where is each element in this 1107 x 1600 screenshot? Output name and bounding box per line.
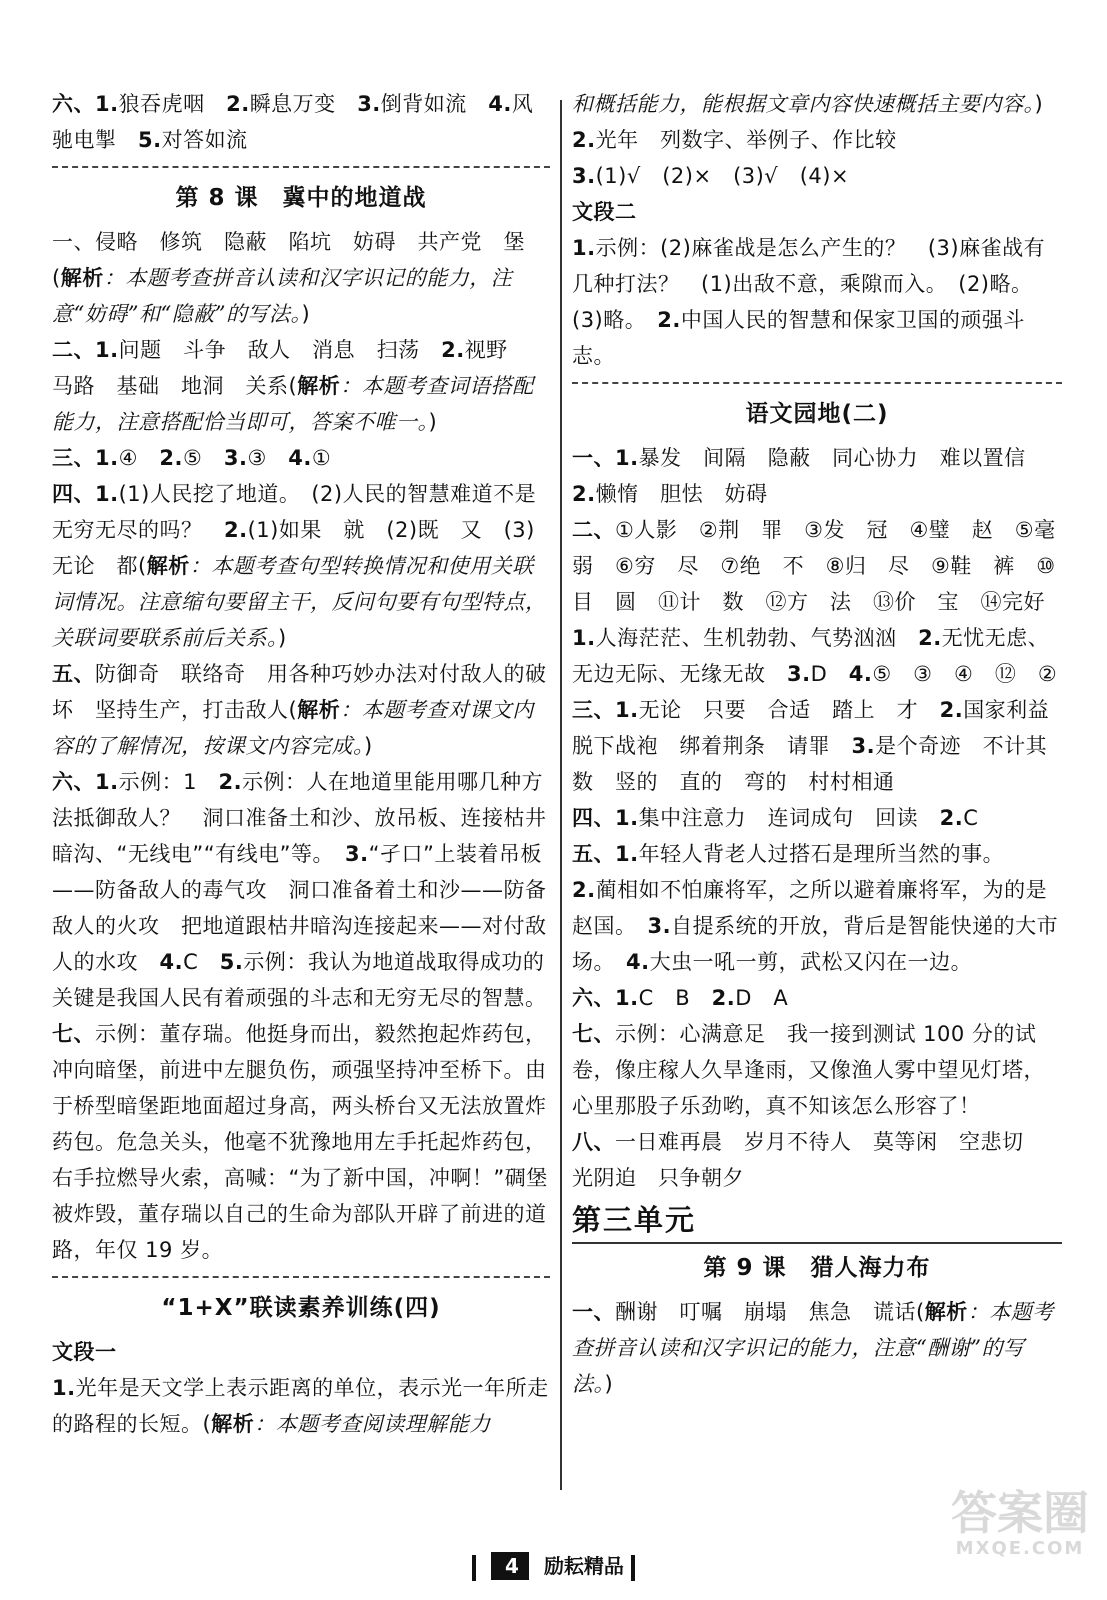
answer-text: 自提系统的开放，背后是智能快递的大市场。 — [572, 914, 1059, 974]
dashed-divider — [52, 166, 550, 168]
section-heading: “1+X”联读素养训练(四) — [161, 1295, 441, 1321]
item-label: 八、 — [572, 1130, 615, 1154]
answer-text: 无论 只要 合适 踏上 才 — [638, 698, 940, 722]
answer-text: ( — [52, 266, 61, 290]
answer-text: ③ — [247, 446, 289, 470]
answer-paragraph — [572, 620, 1062, 692]
answer-text: 示例：(2)麻雀战是怎么产生的？ (3)麻雀战有几种打法？ (1)出敌不意，乘隙而入。 (2)略。 (3)略。 — [572, 236, 1046, 332]
item-label: 2. — [441, 338, 465, 362]
answer-paragraph — [572, 872, 1062, 980]
answer-paragraph — [52, 1016, 550, 1268]
answer-paragraph — [572, 800, 1062, 836]
item-label: 2. — [224, 518, 248, 542]
item-label: 二、 — [572, 518, 615, 542]
answer-paragraph — [572, 1294, 1062, 1402]
item-label: 2. — [226, 92, 250, 116]
right-column — [572, 86, 1078, 1402]
item-label: 3. — [345, 842, 369, 866]
answer-paragraph — [572, 230, 1062, 374]
item-label: 2. — [159, 446, 184, 470]
watermark-text: 答案圈 — [951, 1486, 1089, 1540]
answer-text: 示例：我认为地道战取得成功的关键是我国人民有着顽强的斗志和无穷无尽的智慧。 — [52, 950, 547, 1010]
item-label: 四、1. — [52, 482, 119, 506]
page-footer — [0, 1550, 1107, 1581]
dashed-divider — [52, 1276, 550, 1278]
answer-paragraph — [52, 440, 550, 476]
answer-text: ⑤ ③ ④ ⑫ ② — [872, 662, 1058, 686]
item-label: 3. — [647, 914, 672, 938]
item-label: 3. — [851, 734, 876, 758]
analysis-text: ：本题考查阅读理解能力 — [254, 1412, 491, 1436]
footer-bar-left — [472, 1555, 476, 1581]
analysis-text: ：本题考查句型转换情况和使用关联词情况。注意缩句要留主干，反问句要有句型特点，关联词要联系前后关系。 — [52, 554, 547, 650]
column-divider — [560, 100, 562, 1490]
item-label: 解析 — [297, 698, 341, 722]
watermark-logo — [945, 1488, 1095, 1588]
answer-text: D A — [735, 986, 789, 1010]
answer-text: ① — [311, 446, 332, 470]
item-label: 五、1. — [572, 842, 639, 866]
item-label: 2. — [572, 482, 596, 506]
section-heading: 第 8 课 冀中的地道战 — [175, 185, 427, 211]
item-label: 4. — [488, 92, 512, 116]
answer-paragraph — [52, 260, 550, 332]
item-label: 2. — [218, 770, 243, 794]
answer-text: C B — [638, 986, 712, 1010]
analysis-text: ：本题考查拼音认读和汉字识记的能力，注意“妨碍”和“隐蔽”的写法。 — [52, 266, 513, 326]
item-label: 1. — [572, 626, 596, 650]
item-label: 一、 — [572, 1300, 615, 1324]
answer-text: “孑口”上装着吊板——防备敌人的毒气攻 洞口准备着土和沙——防备敌人的火攻 把地道跟枯井暗沟连接起来——对付敌人的水攻 — [52, 842, 547, 974]
item-label: 4. — [288, 446, 312, 470]
item-label: 四、1. — [572, 806, 639, 830]
item-label: 解析 — [297, 374, 341, 398]
item-label: 3. — [787, 662, 811, 686]
answer-paragraph — [572, 86, 1065, 158]
item-label: 六、1. — [52, 92, 119, 116]
answer-text: 对答如流 — [161, 128, 248, 152]
answer-text: 大虫一吼一剪，武松又闪在一边。 — [649, 950, 973, 974]
footer-bar-right — [631, 1555, 635, 1581]
item-label: 一、1. — [572, 446, 639, 470]
left-column — [52, 86, 550, 1442]
answer-text: ) — [1034, 92, 1065, 116]
analysis-text: ：本题考查词语搭配能力，注意搭配恰当即可，答案不唯一。 — [52, 374, 534, 434]
item-label: 2. — [939, 806, 964, 830]
answer-text: 人海茫茫、生机勃勃、气势汹汹 — [595, 626, 919, 650]
answer-text: 视野 马路 基础 地洞 关系( — [52, 338, 530, 398]
item-label: 2. — [572, 128, 596, 152]
answer-text: 一、侵略 修筑 隐蔽 陷坑 妨碍 共产党 堡 — [52, 230, 525, 254]
answer-paragraph — [572, 692, 1071, 800]
item-label: 2. — [711, 986, 736, 1010]
section-heading: 第 9 课 猎人海力布 — [703, 1255, 931, 1281]
answer-text: (1)人民挖了地道。 (2)人民的智慧难道不是无穷无尽的吗？ — [52, 482, 537, 542]
answer-paragraph — [572, 980, 1062, 1016]
answer-text: D — [810, 662, 849, 686]
answer-paragraph — [52, 86, 550, 158]
item-label: 七、 — [52, 1022, 95, 1046]
item-label: 3. — [223, 446, 248, 470]
item-label: 六、1. — [52, 770, 119, 794]
answer-text: ) — [278, 626, 287, 650]
answer-text: ) — [364, 734, 373, 758]
answer-text: (1)如果 就 (2)既 又 (3)无论 都( — [52, 518, 535, 578]
item-label: 七、 — [572, 1022, 615, 1046]
answer-text: ⑤ — [183, 446, 224, 470]
answer-text: C — [183, 950, 220, 974]
item-label: 五、 — [52, 662, 95, 686]
answer-text: 示例：董存瑞。他挺身而出，毅然抱起炸药包，冲向暗堡，前进中左腿负伤，顽强坚持冲至桥下。由于桥型暗堡距地面超过身高，两头桥台又无法放置炸药包。危急关头，他毫不犹豫地用左手托起炸药包，右手拉燃导火索，高喊：“为了新中国，冲啊！”碉堡被炸毁，董存瑞以自己的生命为部队开辟了前进的道路，年仅 19 岁。 — [52, 1022, 548, 1262]
answer-paragraph — [572, 836, 1062, 872]
analysis-text: ：本题考查拼音认读和汉字识记的能力，注意“酬谢”的写法。 — [572, 1300, 1054, 1396]
answer-paragraph — [52, 224, 550, 260]
answer-text: (1)√ (2)× (3)√ (4)× — [595, 164, 850, 188]
answer-text: 蔺相如不怕廉将军，之所以避着廉将军，为的是赵国。 — [572, 878, 1048, 938]
answer-text: 国家利益 脱下战袍 绑着荆条 请罪 — [572, 698, 1071, 758]
item-label: 二、1. — [52, 338, 119, 362]
item-label: 5. — [138, 128, 162, 152]
answer-text: 防御奇 联络奇 用各种巧妙办法对付敌人的破坏 坚持生产，打击敌人( — [52, 662, 547, 722]
answer-text: ) — [301, 302, 311, 326]
answer-paragraph — [52, 1334, 550, 1370]
answer-text: 示例：人在地道里能用哪几种方法抵御敌人？ 洞口准备土和沙、放吊板、连接枯井暗沟、“无线电”“有线电”等。 — [52, 770, 547, 866]
answer-paragraph — [572, 194, 1062, 230]
answer-text: 倒背如流 — [380, 92, 489, 116]
item-label: 文段二 — [572, 200, 637, 224]
answer-text: 中国人民的智慧和保家卫国的顽强斗志。 — [572, 308, 1025, 368]
answer-text: 光年 列数字、举例子、作比较 — [595, 128, 897, 152]
answer-text: 暴发 间隔 隐蔽 同心协力 难以置信 — [638, 446, 1026, 470]
answer-paragraph — [52, 656, 550, 764]
section-heading: 语文园地(二) — [745, 401, 889, 427]
watermark-url: MXQE.COM — [955, 1538, 1085, 1559]
item-label: 2. — [657, 308, 681, 332]
analysis-text: 和概括能力，能根据文章内容快速概括主要内容。 — [572, 92, 1035, 116]
item-label: 解析 — [60, 266, 104, 290]
answer-text: 是个奇迹 不计其数 竖的 直的 弯的 村村相通 — [572, 734, 1048, 794]
item-label: 1. — [572, 236, 596, 260]
item-label: 三、1. — [572, 698, 639, 722]
answer-text: C — [963, 806, 979, 830]
item-label: 4. — [848, 662, 873, 686]
answer-paragraph — [52, 476, 550, 656]
answer-paragraph — [572, 158, 1062, 194]
answer-paragraph — [52, 764, 550, 1016]
item-label: 六、1. — [572, 986, 639, 1010]
item-label: 3. — [357, 92, 381, 116]
item-label: 解析 — [924, 1300, 968, 1324]
answer-text: 示例：1 — [118, 770, 219, 794]
answer-text: 光年是天文学上表示距离的单位，表示光一年所走的路程的长短。( — [52, 1376, 549, 1436]
answer-paragraph — [52, 332, 550, 440]
item-label: 2. — [939, 698, 964, 722]
answer-text: ) — [428, 410, 438, 434]
answer-text: 示例：心满意足 我一接到测试 100 分的试卷，像庄稼人久旱逢雨，又像渔人雾中望见灯塔，心里那股子乐劲哟，真不知该怎么形容了！ — [572, 1022, 1045, 1118]
item-label: 4. — [159, 950, 184, 974]
answer-text: 无忧无虑、无边无际、无缘无故 — [572, 626, 1050, 686]
item-label: 2. — [918, 626, 942, 650]
item-label: 2. — [572, 878, 596, 902]
answer-paragraph — [572, 476, 1062, 512]
page-number: 4 — [491, 1552, 529, 1580]
answer-paragraph — [572, 512, 1078, 620]
answer-text: ) — [604, 1372, 614, 1396]
answer-text: 狼吞虎咽 — [118, 92, 227, 116]
answer-paragraph — [572, 1124, 1062, 1196]
answer-text: 瞬息万变 — [249, 92, 358, 116]
answer-text: 懒惰 胆怯 妨碍 — [595, 482, 768, 506]
answer-text: 年轻人背老人过搭石是理所当然的事。 — [638, 842, 1005, 866]
analysis-text: ：本题考查对课文内容的了解情况，按课文内容完成。 — [52, 698, 534, 758]
answer-text: ④ — [118, 446, 160, 470]
item-label: 解析 — [211, 1412, 255, 1436]
answer-text: 集中注意力 连词成句 回读 — [638, 806, 940, 830]
answer-paragraph — [52, 1370, 550, 1442]
answer-text: 酬谢 叮嘱 崩塌 焦急 谎话( — [615, 1300, 925, 1324]
dashed-divider — [572, 382, 1062, 384]
item-label: 4. — [626, 950, 650, 974]
unit-title: 第三单元 — [572, 1202, 1062, 1244]
brand-name: 励耘精品 — [543, 1554, 624, 1578]
item-label: 三、1. — [52, 446, 119, 470]
answer-paragraph — [572, 440, 1062, 476]
item-label: 解析 — [146, 554, 190, 578]
answer-text: 问题 斗争 敌人 消息 扫荡 — [118, 338, 442, 362]
answer-paragraph — [572, 1016, 1062, 1124]
item-label: 3. — [572, 164, 596, 188]
answer-text: ①人影 ②荆 罪 ③发 冠 ④璧 赵 ⑤毫 弱 ⑥穷 尽 ⑦绝 不 ⑧归 尽 ⑨鞋 裤 ⑩目 圆 ⑪计 数 ⑫方 法 ⑬价 宝 ⑭完好 — [572, 518, 1078, 614]
answer-text: 风驰电掣 — [52, 92, 534, 152]
item-label: 1. — [52, 1376, 76, 1400]
item-label: 5. — [219, 950, 244, 974]
item-label: 文段一 — [52, 1340, 117, 1364]
answer-text: 一日难再晨 岁月不待人 莫等闲 空悲切 光阴迫 只争朝夕 — [572, 1130, 1045, 1190]
